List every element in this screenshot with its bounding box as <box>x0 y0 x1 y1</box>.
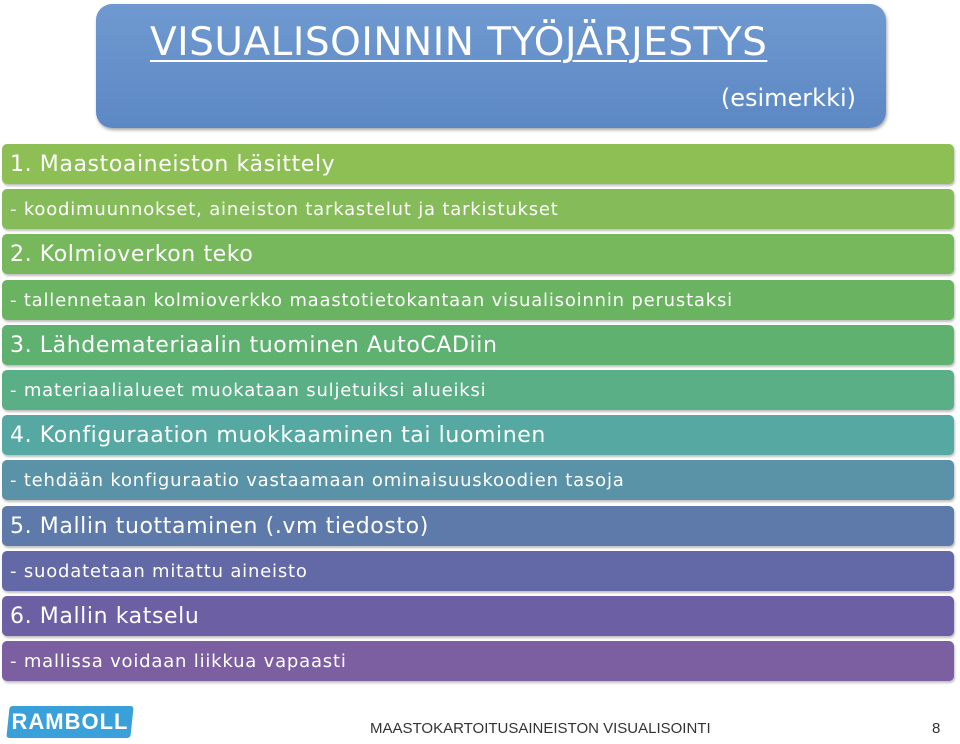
step-heading: 6. Mallin katselu <box>2 596 954 636</box>
step-detail: - mallissa voidaan liikkua vapaasti <box>2 641 954 681</box>
step-heading: 4. Konfiguraation muokkaaminen tai luominen <box>2 415 954 455</box>
ramboll-logo <box>6 706 133 738</box>
step-heading: 5. Mallin tuottaminen (.vm tiedosto) <box>2 506 954 546</box>
step-detail: - koodimuunnokset, aineiston tarkastelut ja tarkistukset <box>2 189 954 229</box>
page-title: VISUALISOINNIN TYÖJÄRJESTYS <box>150 20 768 65</box>
step-heading: 3. Lähdemateriaalin tuominen AutoCADiin <box>2 325 954 365</box>
step-detail: - tehdään konfiguraatio vastaamaan ominaisuuskoodien tasoja <box>2 460 954 500</box>
page-subtitle: (esimerkki) <box>720 84 856 112</box>
step-heading: 1. Maastoaineiston käsittely <box>2 144 954 184</box>
step-detail: - tallennetaan kolmioverkko maastotietokantaan visualisoinnin perustaksi <box>2 280 954 320</box>
step-detail: - materiaalialueet muokataan suljetuiksi alueiksi <box>2 370 954 410</box>
step-detail: - suodatetaan mitattu aineisto <box>2 551 954 591</box>
logo-text: RAMBOLL <box>11 709 129 734</box>
page-number: 8 <box>932 720 941 737</box>
step-heading: 2. Kolmioverkon teko <box>2 234 954 274</box>
footer-text: MAASTOKARTOITUSAINEISTON VISUALISOINTI <box>370 720 711 737</box>
